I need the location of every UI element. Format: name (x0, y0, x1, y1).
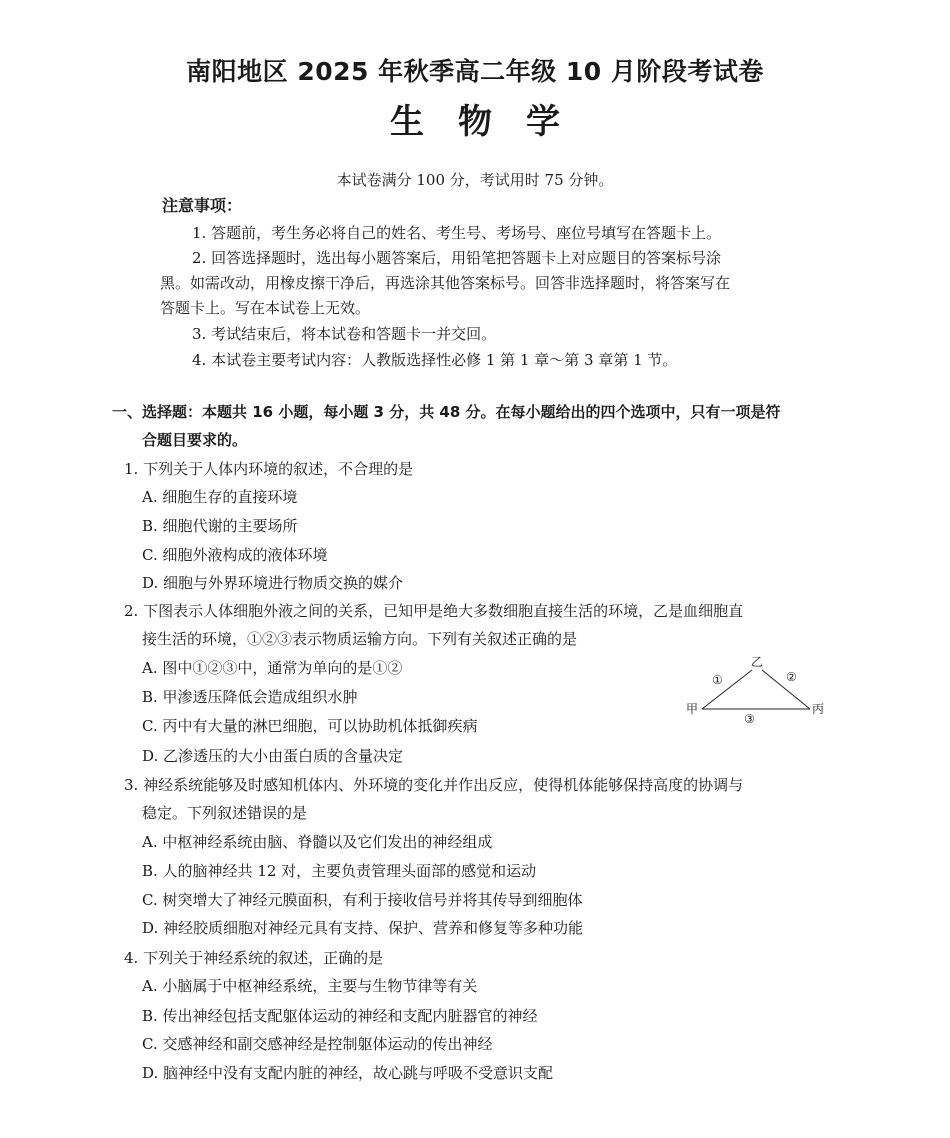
q3-stem-line-1: 3. 神经系统能够及时感知机体内、外环境的变化并作出反应，使得机体能够保持高度的协调与 (124, 776, 744, 794)
subject-title: 生物学 (390, 102, 594, 142)
q3-option-d: D. 神经胶质细胞对神经元具有支持、保护、营养和修复等多种功能 (142, 919, 584, 937)
q2-stem-line-1: 2. 下图表示人体细胞外液之间的关系，已知甲是绝大多数细胞直接生活的环境，乙是血细胞直 (124, 602, 744, 620)
q3-stem-line-2: 稳定。下列叙述错误的是 (142, 804, 308, 822)
notice-item-3: 3. 考试结束后，将本试卷和答题卡一并交回。 (192, 325, 497, 343)
q3-option-c: C. 树突增大了神经元膜面积，有利于接收信号并将其传导到细胞体 (142, 891, 583, 909)
label-2: ② (786, 670, 797, 684)
node-jia: 甲 (686, 702, 699, 716)
q2-option-a: A. 图中①②③中，通常为单向的是①② (142, 659, 403, 677)
q1-option-b: B. 细胞代谢的主要场所 (142, 517, 298, 535)
q3-option-b: B. 人的脑神经共 12 对，主要负责管理头面部的感觉和运动 (142, 862, 537, 880)
notice-item-2-line-3: 答题卡上。写在本试卷上无效。 (160, 299, 371, 317)
exam-info: 本试卷满分 100 分，考试用时 75 分钟。 (336, 171, 614, 189)
q4-stem: 4. 下列关于神经系统的叙述，正确的是 (124, 949, 384, 967)
notice-heading: 注意事项： (162, 196, 243, 215)
edge-jia-yi (702, 670, 752, 709)
q4-option-b: B. 传出神经包括支配躯体运动的神经和支配内脏器官的神经 (142, 1007, 538, 1025)
q4-option-a: A. 小脑属于中枢神经系统，主要与生物节律等有关 (142, 977, 478, 995)
notice-item-2-line-2: 黑。如需改动，用橡皮擦干净后，再选涂其他答案标号。回答非选择题时，将答案写在 (160, 274, 731, 292)
exam-title: 南阳地区 2025 年秋季高二年级 10 月阶段考试卷 (186, 57, 764, 86)
q1-option-d: D. 细胞与外界环境进行物质交换的媒介 (142, 574, 404, 592)
notice-item-1: 1. 答题前，考生务必将自己的姓名、考生号、考场号、座位号填写在答题卡上。 (192, 224, 722, 242)
q1-stem: 1. 下列关于人体内环境的叙述，不合理的是 (124, 460, 414, 478)
section-heading-line-1: 一、选择题：本题共 16 小题，每小题 3 分，共 48 分。在每小题给出的四个选项中，只有一项是符 (112, 403, 781, 421)
section-heading-line-2: 合题目要求的。 (142, 431, 248, 449)
node-bing: 丙 (812, 702, 825, 716)
node-yi: 乙 (751, 655, 764, 669)
label-1: ① (712, 673, 723, 687)
q4-option-d: D. 脑神经中没有支配内脏的神经，故心跳与呼吸不受意识支配 (142, 1064, 554, 1082)
q3-option-a: A. 中枢神经系统由脑、脊髓以及它们发出的神经组成 (142, 833, 493, 851)
label-3: ③ (744, 712, 755, 726)
notice-item-4: 4. 本试卷主要考试内容：人教版选择性必修 1 第 1 章～第 3 章第 1 节。 (192, 351, 678, 369)
notice-item-2-line-1: 2. 回答选择题时，选出每小题答案后，用铅笔把答题卡上对应题目的答案标号涂 (192, 249, 722, 267)
q1-option-a: A. 细胞生存的直接环境 (142, 488, 298, 506)
q4-option-c: C. 交感神经和副交感神经是控制躯体运动的传出神经 (142, 1035, 493, 1053)
q2-option-c: C. 丙中有大量的淋巴细胞，可以协助机体抵御疾病 (142, 717, 478, 735)
q2-option-d: D. 乙渗透压的大小由蛋白质的含量决定 (142, 747, 404, 765)
body-fluid-diagram (680, 652, 830, 724)
q2-option-b: B. 甲渗透压降低会造成组织水肿 (142, 688, 358, 706)
q2-stem-line-2: 接生活的环境，①②③表示物质运输方向。下列有关叙述正确的是 (142, 630, 578, 648)
q1-option-c: C. 细胞外液构成的液体环境 (142, 546, 328, 564)
